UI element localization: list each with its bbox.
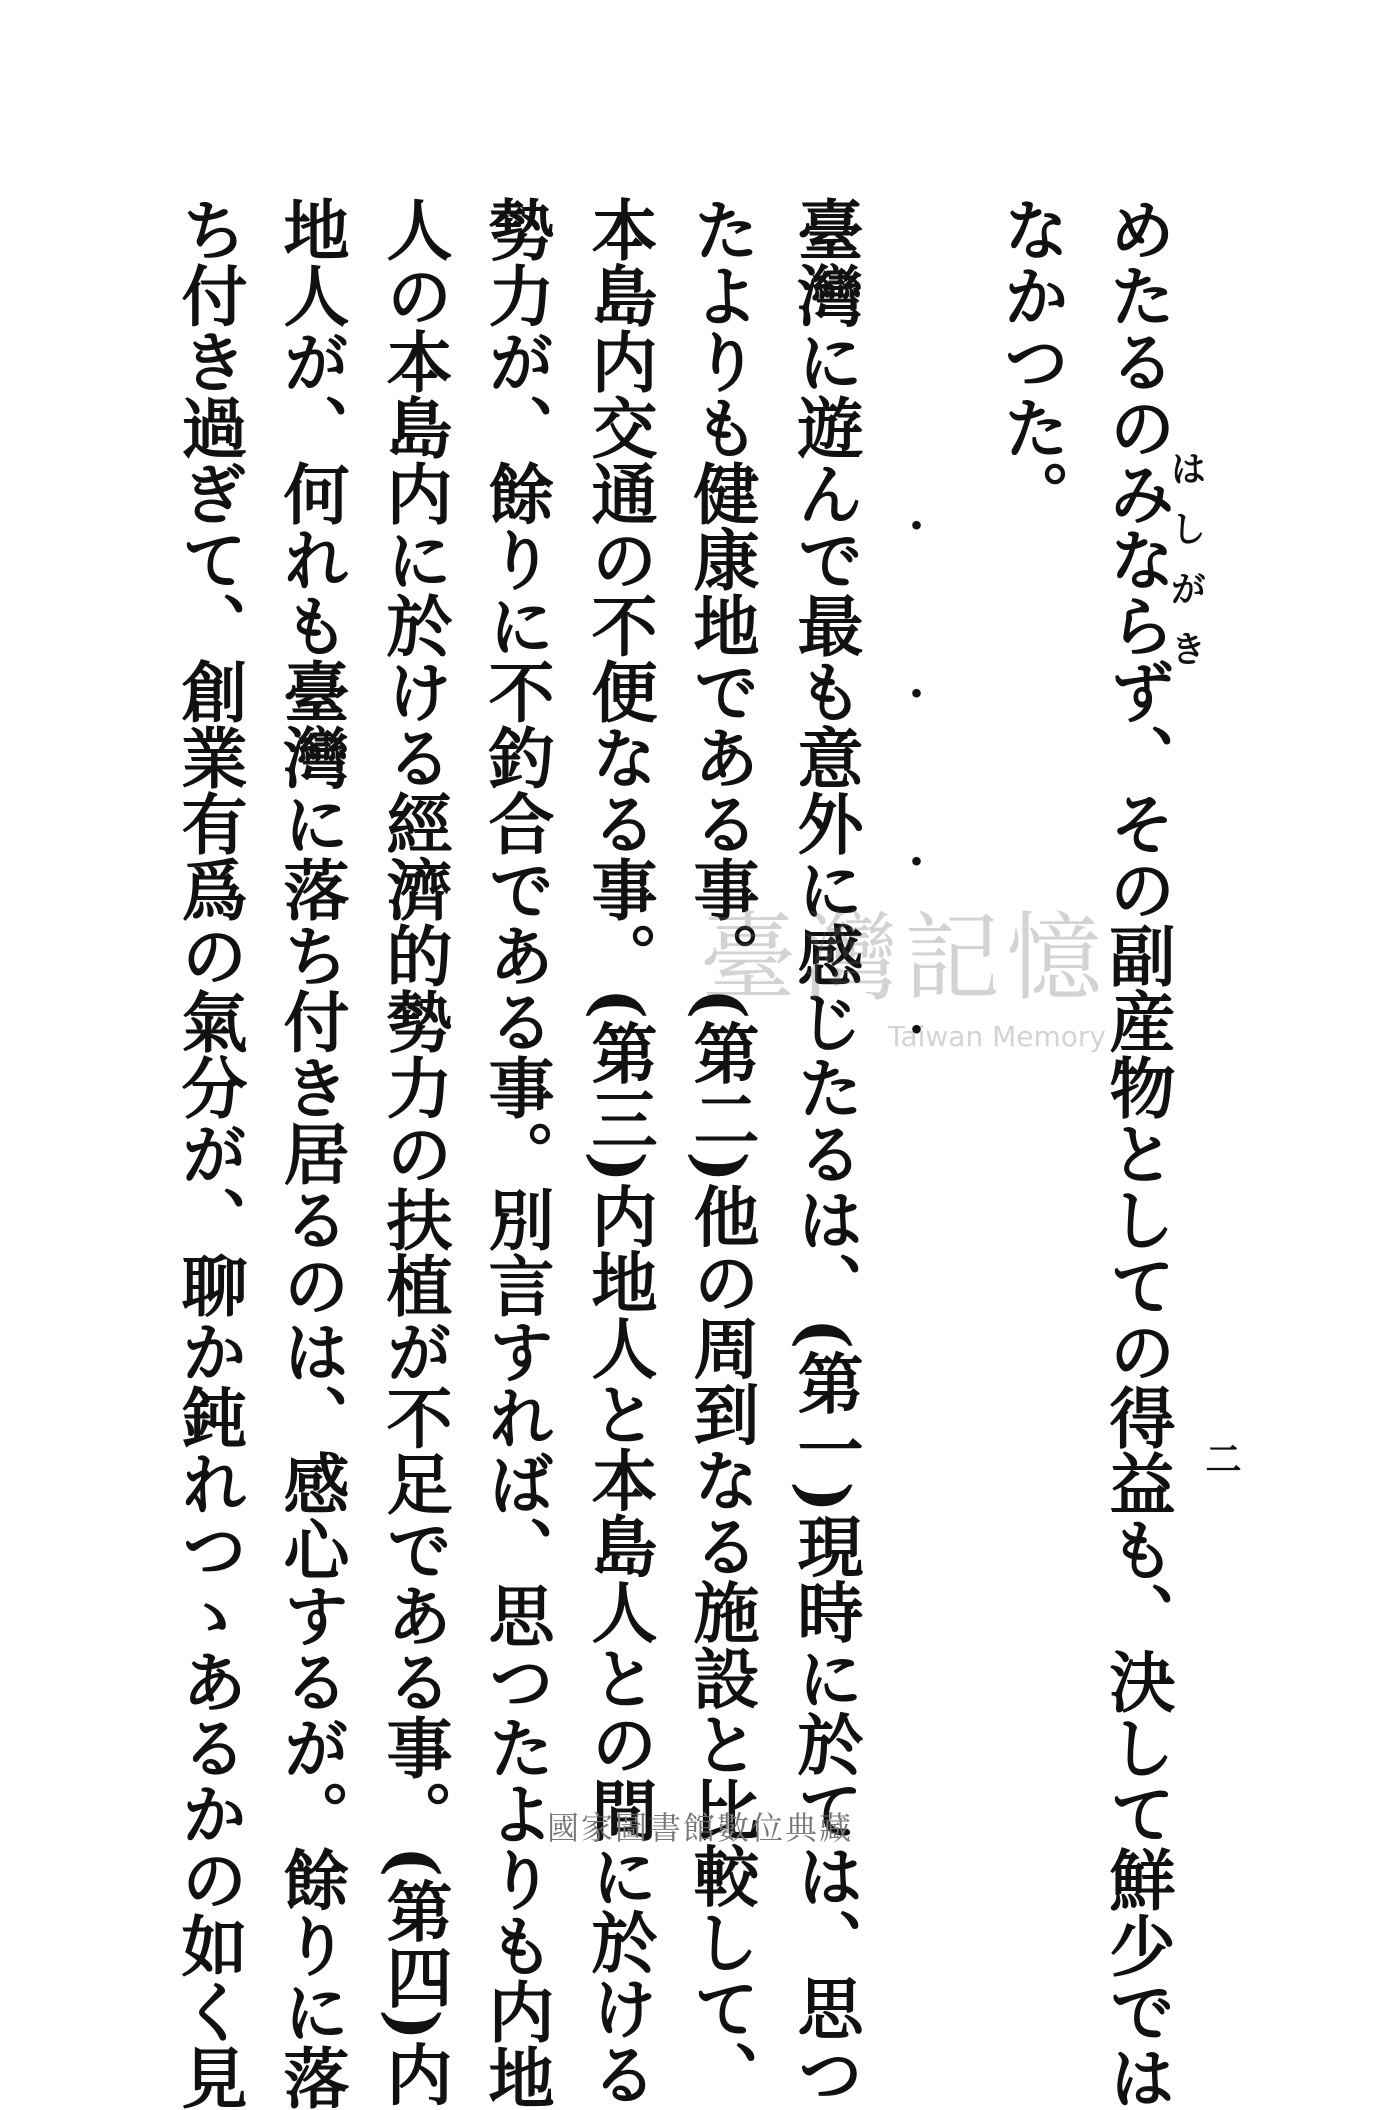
- section-separator: ・・・・: [890, 505, 937, 1177]
- text-column-7: 人の本島内に於ける經濟的勢力の扶植が不足である事。(第四)内: [375, 196, 453, 2107]
- library-footer: 國家圖書館數位典藏: [546, 1809, 853, 1847]
- text-column-3: 臺灣に遊んで最も意外に感じたるは、(第一)現時に於ては、思つ: [786, 196, 864, 2107]
- page-number: 二: [1200, 1440, 1242, 1476]
- text-column-6: 勢力が、餘りに不釣合である事。別言すれば、思つたよりも内地: [477, 196, 555, 2110]
- text-column-9: ち付き過ぎて、創業有爲の氣分が、聊か鈍れつゝあるかの如く見: [170, 196, 248, 2110]
- running-title: はしがき: [1165, 450, 1207, 690]
- text-column-1: めたるのみならず、その副産物としての得益も、決して鮮少では: [1098, 196, 1176, 2110]
- text-column-8: 地人が、何れも臺灣に落ち付き居るのは、感心するが。餘りに落: [272, 196, 350, 2110]
- watermark-chars: 臺灣記憶: [700, 902, 1108, 1014]
- taiwan-memory-watermark: [700, 902, 1108, 1053]
- watermark-latin: Taiwan Memory: [888, 1020, 1106, 1053]
- text-column-4: たよりも健康地である事。(第二)他の周到なる施設と比較して、: [682, 196, 760, 2107]
- text-column-2: なかつた。: [992, 196, 1070, 526]
- text-column-5: 本島内交通の不便なる事。(第三)内地人と本島人との間に於ける: [580, 196, 658, 2107]
